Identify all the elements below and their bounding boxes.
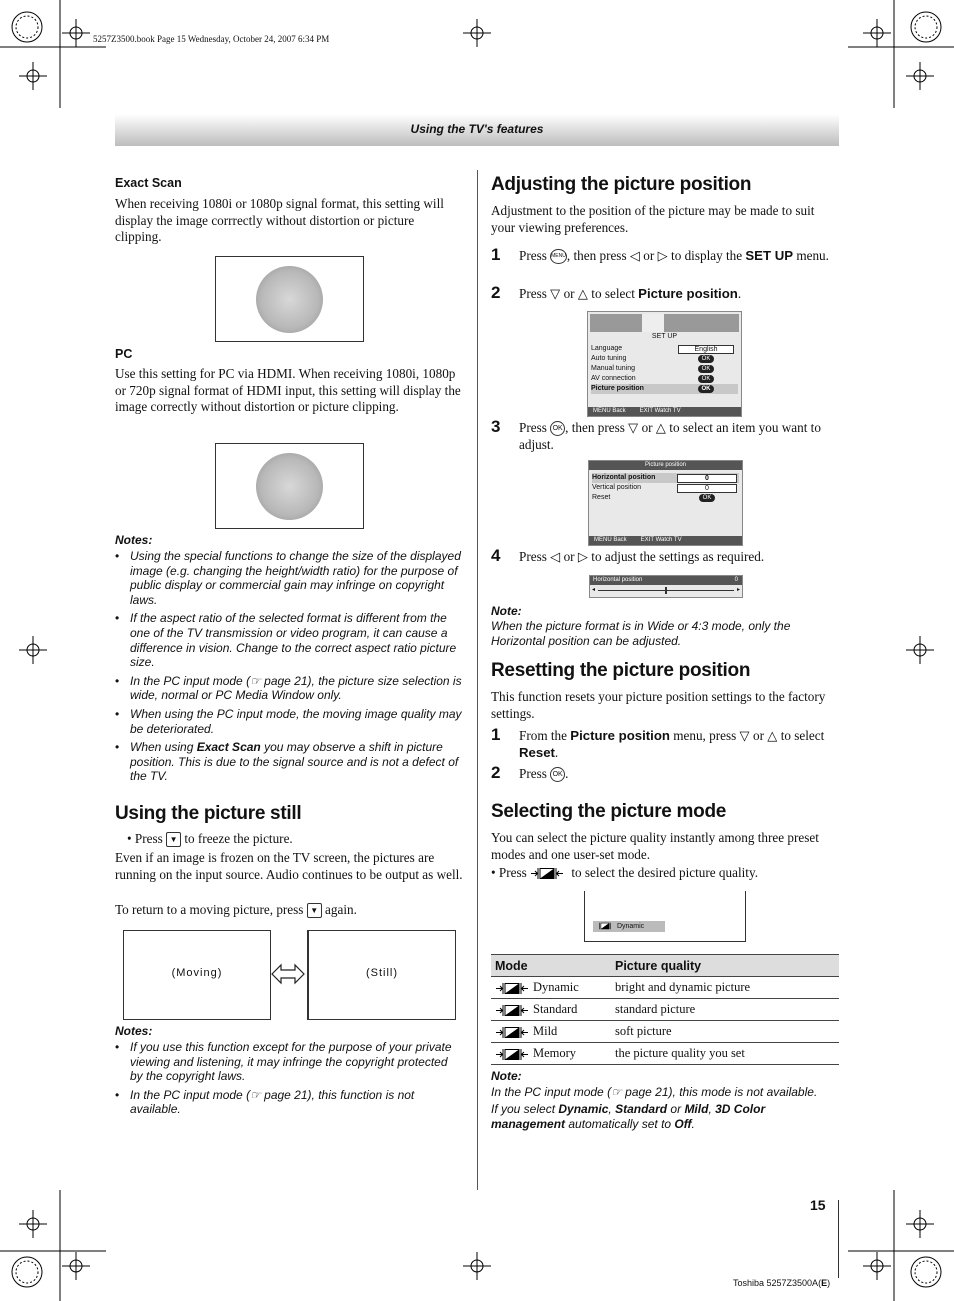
crosshair-mid-left <box>19 636 47 664</box>
crosshair-mid-right <box>906 636 934 664</box>
slider-left-arrow-icon: ◂ <box>592 587 596 593</box>
step-number: 4 <box>491 546 501 565</box>
notes-heading: Notes: <box>115 1024 153 1038</box>
book-info-line: 5257Z3500.book Page 15 Wednesday, October 24, 2007 6:34 PM <box>93 34 330 44</box>
registration-burst-bottom-right <box>911 1257 941 1287</box>
note-item: • When using Exact Scan you may observe a shift in picture position. This is due to the signal source and is not a defect of the TV. <box>115 740 463 784</box>
adjust-intro: Adjustment to the position of the picture may be made to suit your viewing preferences. <box>491 203 815 235</box>
note-item: • In the PC input mode (☞ page 21), the picture size selection is wide, normal or PC Media Window only. <box>115 674 463 703</box>
note-item: • In the PC input mode (☞ page 21), this function is not available. <box>115 1088 463 1117</box>
notes-heading: Notes: <box>115 533 153 547</box>
setup-row-language: Language English <box>591 344 738 354</box>
still-return-para: To return to a moving picture, press ▼ again. <box>115 902 357 917</box>
exact-scan-heading: Exact Scan <box>115 176 182 190</box>
pc-heading: PC <box>115 347 133 361</box>
crosshair-bottom-left-2 <box>62 1252 90 1280</box>
registration-burst-top-left <box>12 12 42 42</box>
picture-mode-button-icon <box>595 922 615 930</box>
notes-list <box>115 549 463 788</box>
setup-row-manual-tuning: Manual tuning OK <box>591 364 738 374</box>
mode-quality: standard picture <box>611 999 839 1021</box>
step-number: 3 <box>491 417 501 436</box>
note-item: • Using the special functions to change the size of the displayed image (e.g. changing the height/width ratio) for the purpose of public display or commercial gain may infringe on copyright laws. <box>115 549 463 607</box>
doc-id: Toshiba 5257Z3500A(E) <box>733 1278 831 1288</box>
adjust-step-2: Press ▽ or △ to select Picture position. <box>519 286 742 301</box>
mode-quality: the picture quality you set <box>611 1043 839 1065</box>
slider-right-arrow-icon: ▸ <box>736 587 740 593</box>
step-number: 2 <box>491 763 501 782</box>
position-row-vertical: Vertical position 0 <box>592 483 739 493</box>
moving-label: (Moving) <box>171 967 223 979</box>
setup-menu-icon-bar <box>590 314 739 332</box>
table-row <box>491 1021 839 1043</box>
exact-scan-body: When receiving 1080i or 1080p signal format, this setting will display the image corrrectly without distortion or picture clipping. <box>115 196 444 245</box>
pc-body: Use this setting for PC via HDMI. When receiving 1080i, 1080p or 720p signal format of HDMI input, this setting will display the image correctly without distortion or picture clipping. <box>115 366 461 415</box>
picture-mode-icon <box>495 1026 529 1039</box>
column-divider <box>477 170 478 1190</box>
table-row <box>491 977 839 999</box>
footer-rule <box>838 1200 839 1278</box>
picture-position-menu-footer: MENU Back EXIT Watch TV <box>589 536 742 545</box>
mode-name: Memory <box>533 1046 577 1060</box>
notes-list <box>115 1040 463 1121</box>
freeze-button-icon: ▼ <box>307 903 322 918</box>
picture-circle <box>256 453 323 520</box>
still-screen-box <box>307 930 456 1020</box>
crosshair-top-right <box>863 19 891 47</box>
slider-title-bar: Horizontal position 0 <box>590 576 742 585</box>
ok-button-icon: OK <box>550 421 565 436</box>
pc-illustration <box>215 443 364 529</box>
picture-mode-icon <box>495 982 529 995</box>
mode-name: Standard <box>533 1002 578 1016</box>
picture-mode-icon <box>495 1048 529 1061</box>
crosshair-bottom-right <box>863 1252 891 1280</box>
table-header-quality: Picture quality <box>611 955 839 977</box>
crosshair-top-left <box>62 19 90 47</box>
setup-menu-footer: MENU Back EXIT Watch TV <box>588 407 741 416</box>
page-number: 15 <box>810 1197 826 1213</box>
table-row <box>491 1043 839 1065</box>
crosshair-top-center <box>463 19 491 47</box>
mode-quality: soft picture <box>611 1021 839 1043</box>
crosshair-bottom-left <box>19 1210 47 1238</box>
moving-screen-box <box>123 930 271 1020</box>
note-heading: Note: <box>491 1069 522 1083</box>
mode-name: Dynamic <box>533 980 579 994</box>
mode-quality: bright and dynamic picture <box>611 977 839 999</box>
picture-mode-icon <box>495 1004 529 1017</box>
setup-menu-screen <box>587 311 742 417</box>
exact-scan-illustration <box>215 256 364 342</box>
exact-scan-emphasis: Exact Scan <box>196 740 261 755</box>
freeze-button-icon: ▼ <box>166 832 181 847</box>
ok-button-icon: OK <box>550 767 565 782</box>
setup-row-av-connection: AV connection OK <box>591 374 738 384</box>
registration-burst-top-right <box>911 12 941 42</box>
picture-position-menu-screen <box>588 460 743 546</box>
table-row <box>491 999 839 1021</box>
picture-still-heading: Using the picture still <box>115 803 302 824</box>
position-row-horizontal: Horizontal position 0 <box>592 473 739 483</box>
still-bullet: • Press ▼ to freeze the picture. <box>127 831 293 846</box>
adjust-step-1: Press MENU, then press ◁ or ▷ to display the SET UP menu. <box>519 248 829 263</box>
step-number: 1 <box>491 725 501 744</box>
crosshair-bottom-center <box>463 1252 491 1280</box>
reset-step-2: Press OK . <box>519 766 569 781</box>
position-row-reset: Reset OK <box>592 493 739 503</box>
adjust-step-3: Press OK , then press ▽ or △ to select an item you want to adjust. <box>519 420 821 452</box>
setup-tab-icon <box>642 314 664 332</box>
note-item: • When using the PC input mode, the moving image quality may be deteriorated. <box>115 707 463 736</box>
picture-mode-button-icon <box>530 867 564 880</box>
setup-row-picture-position: Picture position OK <box>591 384 738 394</box>
section-title: Using the TV's features <box>410 122 544 136</box>
note-item: • If you use this function except for the purpose of your private viewing and listening, it may infringe the copyright protected by the copyright laws. <box>115 1040 463 1084</box>
picture-mode-heading: Selecting the picture mode <box>491 801 727 822</box>
reset-heading: Resetting the picture position <box>491 660 751 681</box>
note-text: In the PC input mode (☞ page 21), this mode is not available. <box>491 1085 818 1099</box>
reset-step-1: From the Picture position menu, press ▽ or △ to select Reset. <box>519 728 825 760</box>
picture-circle <box>256 266 323 333</box>
note-heading: Note: <box>491 604 522 618</box>
still-para: Even if an image is frozen on the TV screen, the pictures are running on the input source. Audio continues to be output as well. <box>115 850 463 882</box>
crosshair-bottom-right-2 <box>906 1210 934 1238</box>
setup-menu-title: SET UP <box>651 333 678 340</box>
note-item: • If the aspect ratio of the selected format is different from the one of the TV transmission or video program, it can cause a difference in vision. Change to the correct aspect ratio picture size. <box>115 611 463 669</box>
picture-mode-bullet: • Press to select the desired picture quality. <box>491 865 758 880</box>
mode-name: Mild <box>533 1024 558 1038</box>
menu-button-icon: MENU <box>550 249 567 264</box>
table-header-mode: Mode <box>491 955 611 977</box>
reset-intro: This function resets your picture position settings to the factory settings. <box>491 689 826 721</box>
slider-thumb <box>665 587 667 594</box>
picture-mode-screen <box>584 891 746 942</box>
crosshair-top-right-2 <box>906 62 934 90</box>
picture-mode-intro: You can select the picture quality instantly among three preset modes and one user-set mode. <box>491 830 819 862</box>
picture-position-menu-title: Picture position <box>589 461 742 470</box>
note-text: If you select Dynamic, Standard or Mild, 3D Color management automatically set to Off. <box>491 1102 766 1131</box>
adjust-heading: Adjusting the picture position <box>491 174 752 195</box>
picture-mode-osd-banner: Dynamic <box>593 921 665 932</box>
step-number: 2 <box>491 283 501 302</box>
horizontal-position-slider-screen <box>589 575 743 598</box>
adjust-step-4: Press ◁ or ▷ to adjust the settings as required. <box>519 549 765 564</box>
double-arrow-icon <box>270 960 306 988</box>
setup-row-auto-tuning: Auto tuning OK <box>591 354 738 364</box>
note-text: When the picture format is in Wide or 4:3 mode, only the Horizontal position can be adjusted. <box>491 619 791 648</box>
registration-burst-bottom-left <box>12 1257 42 1287</box>
crosshair-top-left-2 <box>19 62 47 90</box>
section-header-bar <box>115 114 839 146</box>
table-header-row <box>491 955 839 977</box>
picture-mode-table <box>491 954 839 1065</box>
step-number: 1 <box>491 245 501 264</box>
still-label: (Still) <box>365 967 399 979</box>
